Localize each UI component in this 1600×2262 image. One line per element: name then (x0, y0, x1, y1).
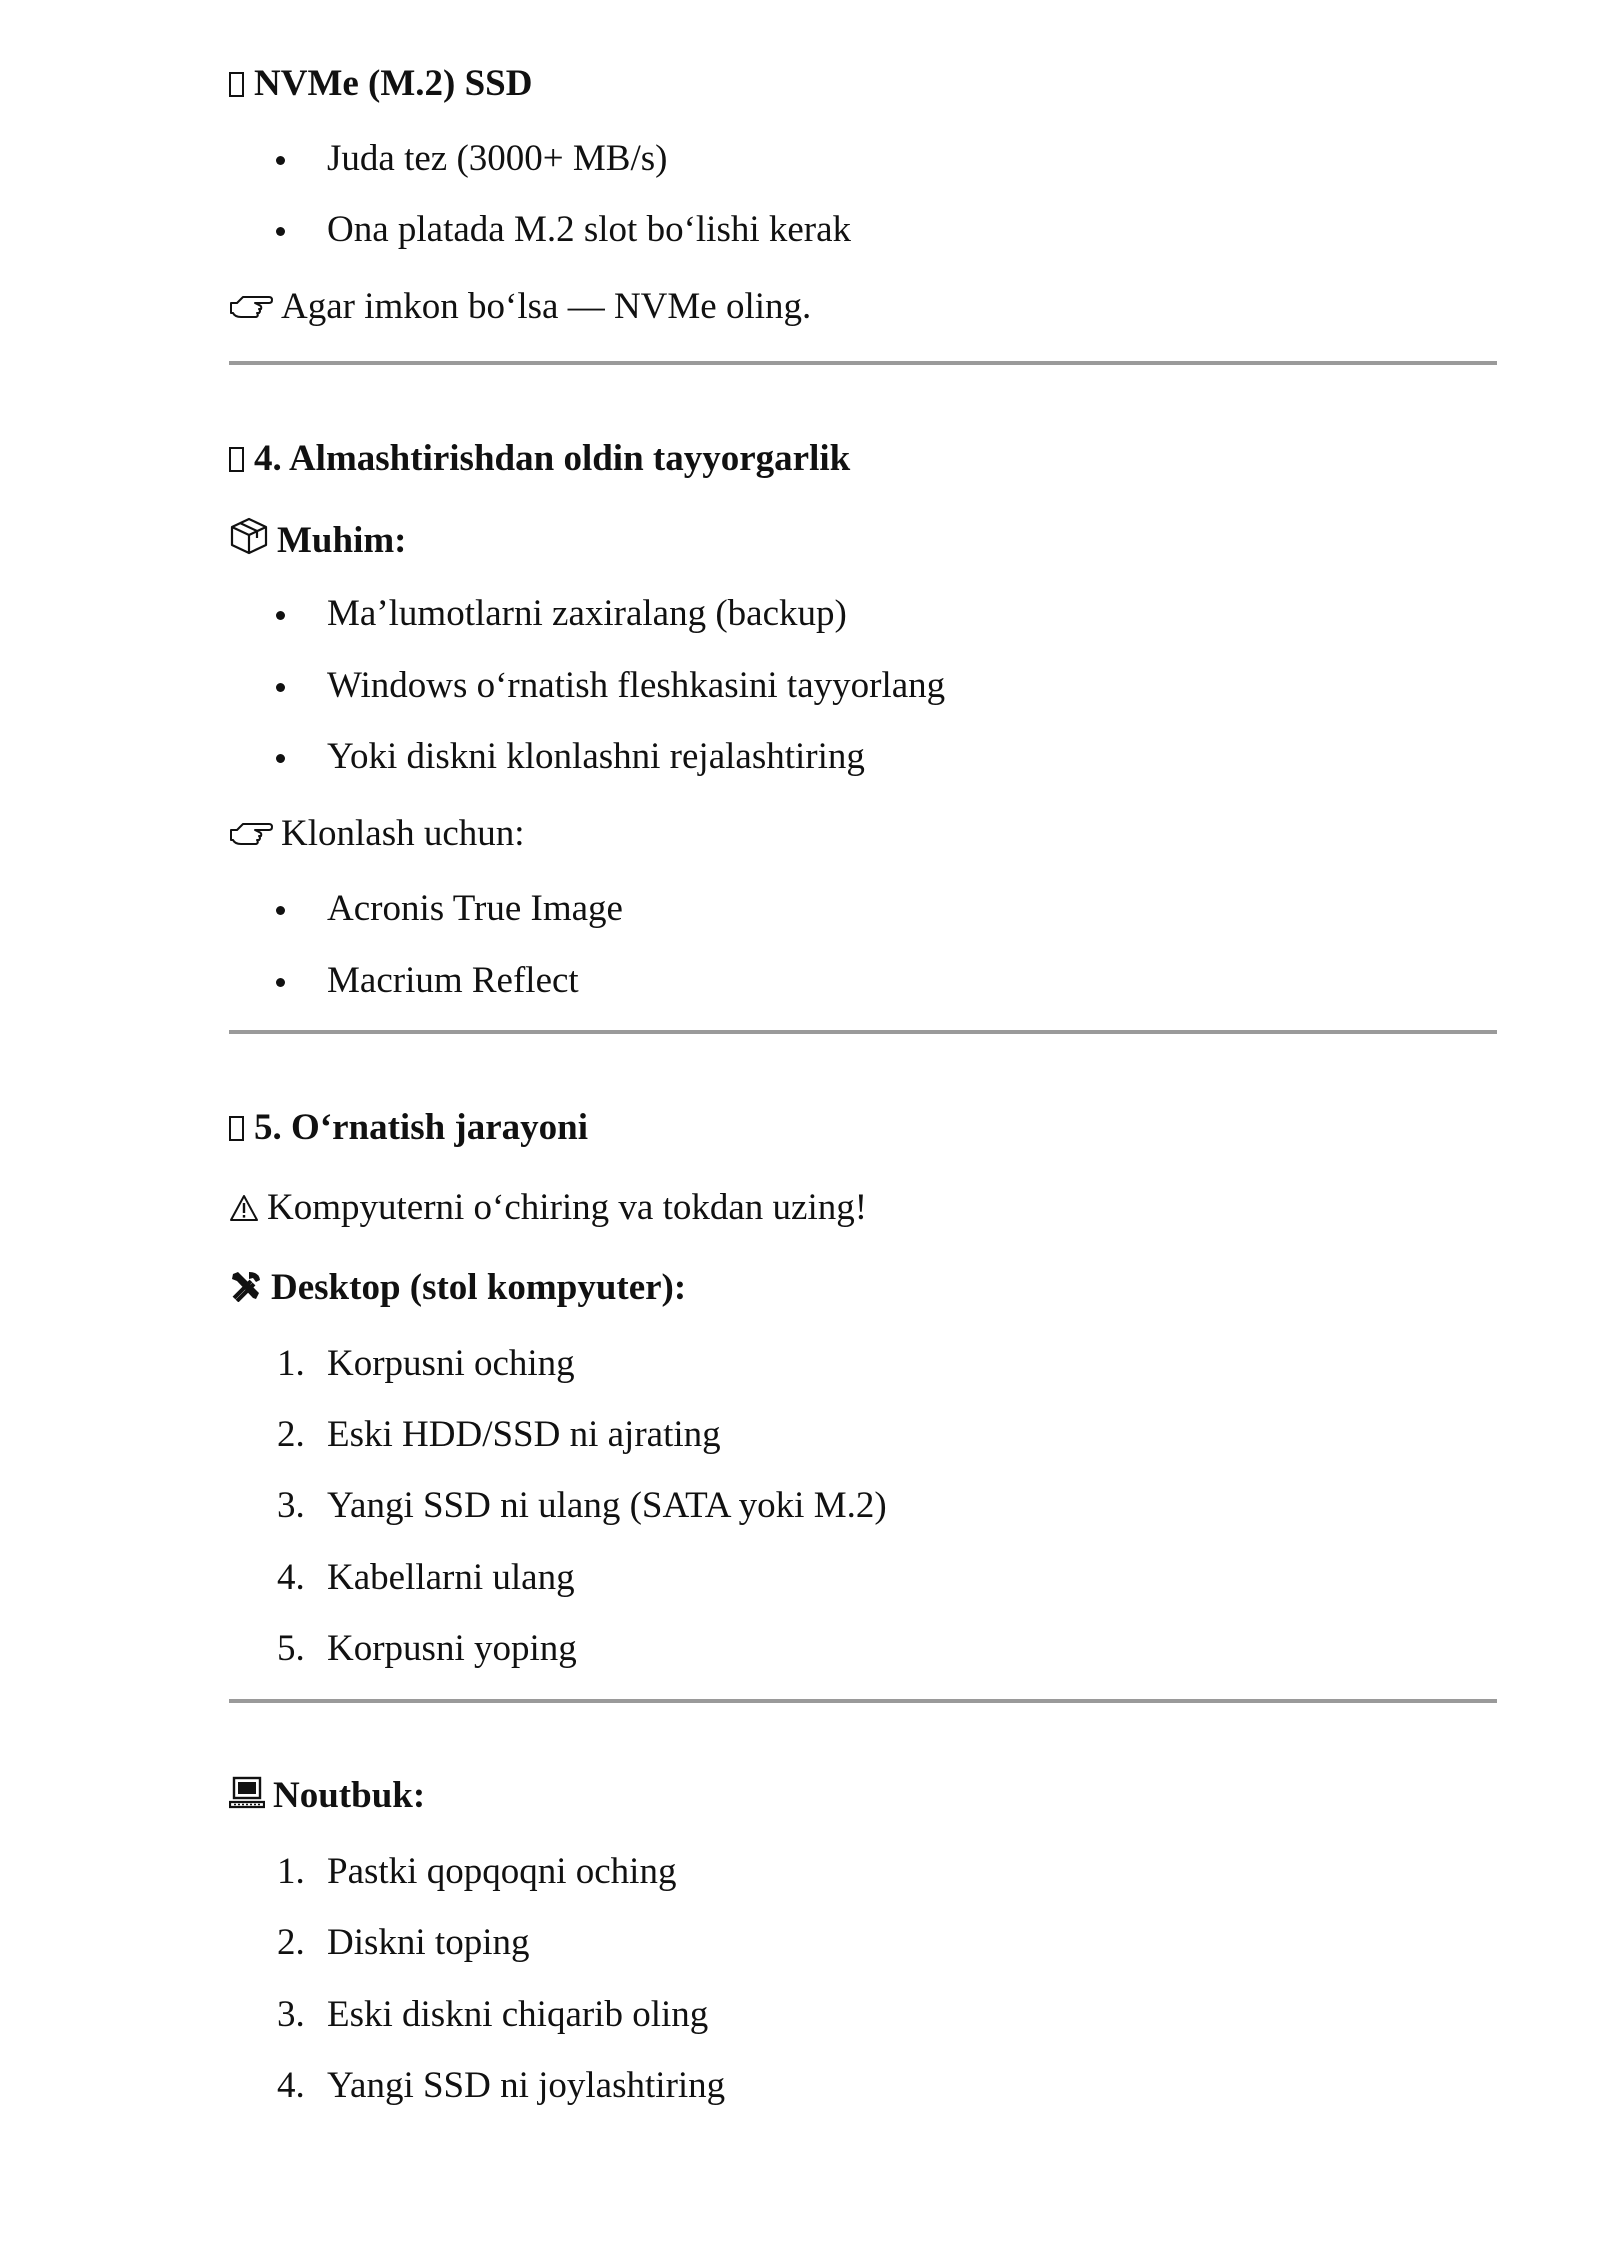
tools-icon (229, 1269, 263, 1312)
important-label (229, 517, 407, 565)
missing-glyph-icon (229, 447, 244, 472)
list-item-text: Korpusni oching (327, 1343, 575, 1384)
list-item-text: Macrium Reflect (327, 960, 579, 1001)
warning-line (229, 1186, 867, 1232)
nvme-hint (229, 285, 811, 331)
divider (229, 361, 1497, 365)
section-title: 4. Almashtirishdan oldin tayyorgarlik (254, 438, 851, 479)
list-number: 4. (277, 2065, 305, 2106)
missing-glyph-icon (229, 1116, 244, 1141)
bullet-icon (276, 156, 285, 165)
list-item-text: Yangi SSD ni joylashtiring (327, 2065, 726, 2106)
list-number: 3. (277, 1485, 305, 1526)
bullet-icon (276, 754, 285, 763)
divider (229, 1699, 1497, 1703)
section-title: 5. O‘rnatish jarayoni (254, 1107, 589, 1148)
divider (229, 1030, 1497, 1034)
list-item-text: Eski diskni chiqarib oling (327, 1994, 709, 2035)
label-text: Muhim: (277, 520, 407, 561)
list-item-text: Juda tez (3000+ MB/s) (327, 138, 668, 179)
pointing-hand-icon (229, 288, 273, 331)
list-item-text: Korpusni yoping (327, 1628, 577, 1669)
desktop-label (229, 1266, 686, 1312)
bullet-icon (276, 611, 285, 620)
list-item-text: Eski HDD/SSD ni ajrating (327, 1414, 721, 1455)
laptop-label (229, 1774, 425, 1820)
list-item-text: Ma’lumotlarni zaxiralang (backup) (327, 593, 847, 634)
list-number: 1. (277, 1343, 305, 1384)
package-icon (229, 517, 269, 565)
list-item-text: Windows o‘rnatish fleshkasini tayyorlang (327, 665, 946, 706)
list-number: 2. (277, 1922, 305, 1963)
nvme-title: NVMe (M.2) SSD (254, 63, 533, 104)
bullet-icon (276, 683, 285, 692)
list-number: 3. (277, 1994, 305, 2035)
list-item-text: Diskni toping (327, 1922, 530, 1963)
clone-label (229, 812, 525, 858)
list-number: 5. (277, 1628, 305, 1669)
label-text: Klonlash uchun: (281, 813, 525, 854)
list-item-text: Kabellarni ulang (327, 1557, 575, 1598)
section-5-heading (229, 1106, 588, 1149)
missing-glyph-icon (229, 72, 244, 97)
list-item-text: Yoki diskni klonlashni rejalashtiring (327, 736, 865, 777)
pointing-hand-icon (229, 815, 273, 858)
warning-text: Kompyuterni o‘chiring va tokdan uzing! (267, 1187, 868, 1228)
list-item-text: Ona platada M.2 slot bo‘lishi kerak (327, 209, 852, 250)
laptop-icon (229, 1776, 265, 1820)
list-item-text: Yangi SSD ni ulang (SATA yoki M.2) (327, 1485, 887, 1526)
list-number: 2. (277, 1414, 305, 1455)
bullet-icon (276, 227, 285, 236)
list-number: 1. (277, 1851, 305, 1892)
list-item-text: Acronis True Image (327, 888, 623, 929)
section-4-heading (229, 437, 850, 480)
hint-text: Agar imkon bo‘lsa — NVMe oling. (281, 286, 812, 327)
label-text: Noutbuk: (273, 1775, 426, 1816)
list-item-text: Pastki qopqoqni oching (327, 1851, 677, 1892)
list-number: 4. (277, 1557, 305, 1598)
warning-icon (229, 1189, 259, 1232)
bullet-icon (276, 906, 285, 915)
nvme-heading (229, 62, 532, 105)
label-text: Desktop (stol kompyuter): (271, 1267, 687, 1308)
bullet-icon (276, 978, 285, 987)
